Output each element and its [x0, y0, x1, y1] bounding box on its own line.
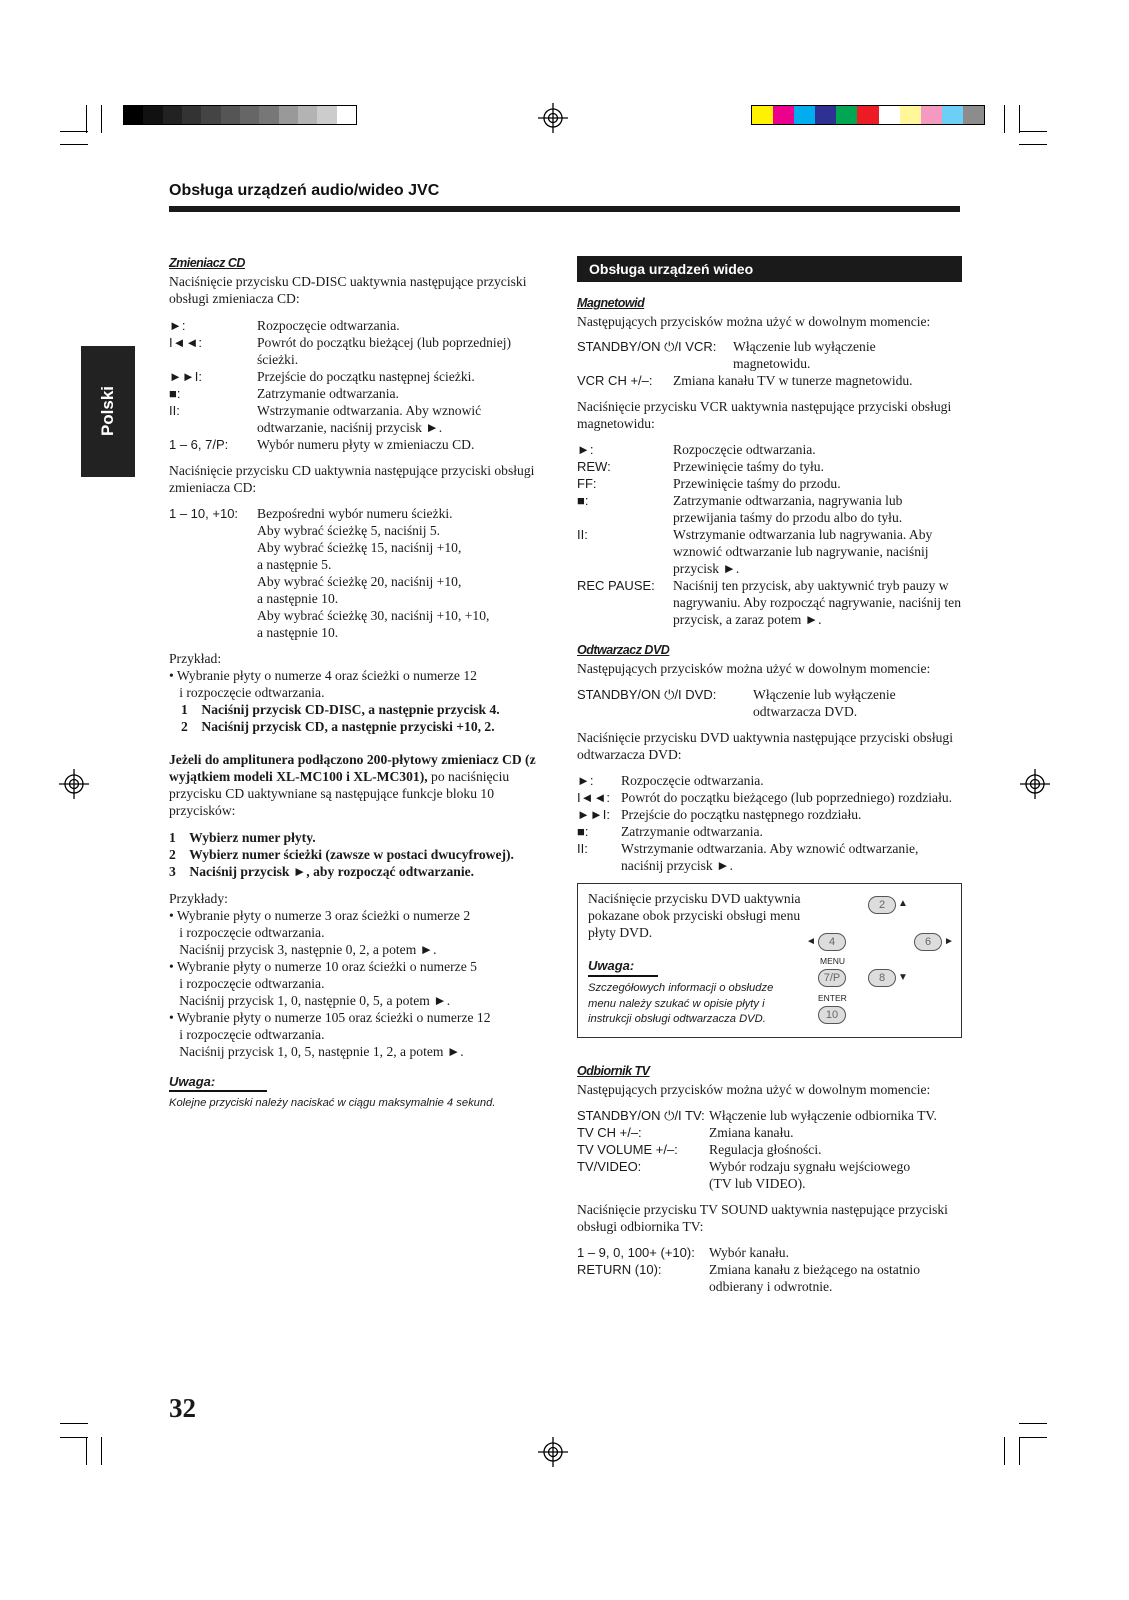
- enter-label: ENTER: [818, 993, 847, 1003]
- cd-changer-key-list: [169, 317, 544, 453]
- number-key-line: a następnie 5.: [257, 557, 332, 572]
- gray-swatch: [143, 106, 162, 124]
- key-row: [577, 1141, 962, 1158]
- key-row: [577, 1107, 962, 1124]
- key-row: [577, 458, 962, 475]
- down-arrow-icon: ▼: [898, 972, 908, 983]
- header-rule: [169, 206, 960, 212]
- note-underline: [169, 1090, 267, 1092]
- key-label: ■:: [577, 493, 589, 508]
- key-row: [169, 385, 544, 402]
- tv-key-list: [577, 1107, 962, 1175]
- key-label: ►►I:: [169, 369, 202, 384]
- key-label: STANDBY/ON ⏻/I TV:: [577, 1108, 705, 1123]
- key-label: 1 – 9, 0, 100+ (+10):: [577, 1245, 695, 1260]
- gray-swatch: [298, 106, 317, 124]
- dvd-intro2: Naciśnięcie przycisku DVD uaktywnia następujące przyciski obsługi odtwarzacza DVD:: [577, 730, 953, 762]
- key-description: Rozpoczęcie odtwarzania.: [621, 773, 764, 788]
- key-row: [577, 441, 962, 458]
- key-label: ►►I:: [577, 807, 610, 822]
- key-label: ■:: [577, 824, 589, 839]
- gray-swatch: [337, 106, 356, 124]
- number-keys-label: 1 – 10, +10:: [169, 506, 239, 521]
- changer200-step: 2 Wybierz numer ścieżki (zawsze w postaci dwucyfrowej).: [169, 847, 514, 862]
- examples-line: • Wybranie płyty o numerze 10 oraz ścieżki o numerze 5: [169, 959, 477, 974]
- tv-heading: Odbiornik TV: [577, 1064, 650, 1078]
- key-description: Powrót do początku bieżącego (lub poprzedniego) rozdziału.: [621, 790, 953, 805]
- button-8: 8: [868, 969, 896, 987]
- key-row: [577, 1261, 962, 1278]
- key-description: Przewinięcie taśmy do przodu.: [673, 476, 841, 491]
- examples-line: • Wybranie płyty o numerze 3 oraz ścieżki o numerze 2: [169, 908, 471, 923]
- dvd-standby-row: [577, 686, 962, 720]
- registration-mark-bottom: [538, 1437, 568, 1467]
- number-key-line: Aby wybrać ścieżkę 30, naciśnij +10, +10,: [257, 608, 490, 623]
- key-row: [169, 402, 544, 436]
- key-label: ►:: [169, 318, 186, 333]
- example-line: • Wybranie płyty o numerze 4 oraz ścieżki o numerze 12: [169, 668, 477, 683]
- key-label: 1 – 6, 7/P:: [169, 437, 229, 452]
- vcr-intro2: Naciśnięcie przycisku VCR uaktywnia następujące przyciski obsługi magnetowidu:: [577, 399, 952, 431]
- key-label: TV VOLUME +/–:: [577, 1142, 678, 1157]
- dvd-standby-key: STANDBY/ON ⏻/I DVD:: [577, 687, 717, 702]
- color-swatch: [921, 106, 942, 124]
- vcr-intro: Następujących przycisków można użyć w dowolnym momencie:: [577, 314, 931, 329]
- tv-sound-key-list: [577, 1244, 962, 1278]
- video-section-title: Obsługa urządzeń wideo: [589, 261, 754, 277]
- examples-label: Przykłady:: [169, 891, 228, 906]
- color-swatch: [900, 106, 921, 124]
- dvd-standby-line: odtwarzacza DVD.: [753, 704, 858, 719]
- color-swatch: [879, 106, 900, 124]
- vcr-standby-row: [577, 338, 962, 372]
- color-swatch: [773, 106, 794, 124]
- key-description: Regulacja głośności.: [709, 1142, 822, 1157]
- menu-label: MENU: [820, 956, 846, 966]
- vcr-standby-line: magnetowidu.: [733, 356, 811, 371]
- cd-changer-heading: Zmieniacz CD: [169, 256, 245, 270]
- number-key-line: Aby wybrać ścieżkę 15, naciśnij +10,: [257, 540, 462, 555]
- key-label: TV CH +/–:: [577, 1125, 642, 1140]
- gray-swatch: [163, 106, 182, 124]
- examples-line: Naciśnij przycisk 3, następnie 0, 2, a potem ►.: [169, 942, 437, 957]
- changer200-rest: po naciśnięciu przycisku CD uaktywniane są następujące funkcje bloku 10 przycisków:: [169, 769, 510, 818]
- registration-mark-right: [1020, 769, 1050, 799]
- color-swatch: [836, 106, 857, 124]
- right-arrow-icon: ►: [944, 936, 954, 947]
- key-description: Wstrzymanie odtwarzania. Aby wznowić odtwarzanie, naciśnij przycisk ►.: [257, 403, 482, 435]
- number-key-line: Aby wybrać ścieżkę 20, naciśnij +10,: [257, 574, 462, 589]
- gray-swatch: [124, 106, 143, 124]
- color-swatch: [794, 106, 815, 124]
- gray-swatch: [182, 106, 201, 124]
- cd-changer-intro: Naciśnięcie przycisku CD-DISC uaktywnia następujące przyciski obsługi zmieniacza CD:: [169, 274, 527, 306]
- tv-intro2: Naciśnięcie przycisku TV SOUND uaktywnia następujące przyciski obsługi odbiornika TV:: [577, 1202, 948, 1234]
- key-label: RETURN (10):: [577, 1262, 662, 1277]
- key-description: Zmiana kanału z bieżącego na ostatnio: [709, 1262, 920, 1277]
- example-step: 1 Naciśnij przycisk CD-DISC, a następnie przycisk 4.: [181, 702, 500, 717]
- key-row: [577, 526, 962, 577]
- key-label: II:: [577, 527, 588, 542]
- key-description: Powrót do początku bieżącej (lub poprzedniej) ścieżki.: [257, 335, 512, 367]
- gray-swatch: [240, 106, 259, 124]
- language-side-tab: [81, 346, 135, 477]
- button-7p: 7/P: [818, 969, 846, 987]
- dvd-box-note-underline: [588, 975, 658, 977]
- key-description: Wstrzymanie odtwarzania. Aby wznowić odtwarzanie, naciśnij przycisk ►.: [621, 841, 919, 873]
- example-steps: [181, 701, 544, 735]
- dvd-box-text: Naciśnięcie przycisku DVD uaktywnia pokazane obok przyciski obsługi menu płyty DVD.: [588, 891, 801, 940]
- gray-swatch: [317, 106, 336, 124]
- number-key-line: a następnie 10.: [257, 625, 339, 640]
- key-row: [577, 492, 962, 526]
- vcr-channel-text: Zmiana kanału TV w tunerze magnetowidu.: [673, 373, 913, 388]
- tv-video-line2: (TV lub VIDEO).: [709, 1176, 806, 1191]
- color-swatch: [815, 106, 836, 124]
- examples-lines: [169, 907, 544, 1060]
- changer200-step: 1 Wybierz numer płyty.: [169, 830, 316, 845]
- key-description: Przejście do początku następnego rozdziału.: [621, 807, 862, 822]
- grayscale-calibration-bar: [123, 105, 357, 125]
- color-swatch: [942, 106, 963, 124]
- key-description: Naciśnij ten przycisk, aby uaktywnić tryb pauzy w nagrywaniu. Aby rozpocząć nagrywanie, naciśnij ten przycisk, a zaraz potem ►.: [673, 578, 962, 627]
- key-description: Zatrzymanie odtwarzania.: [621, 824, 763, 839]
- key-row: [577, 1124, 962, 1141]
- dvd-box-note: Szczegółowych informacji o obsłudze menu należy szukać w opisie płyty i instrukcji obsługi odtwarzacza DVD.: [588, 982, 774, 1025]
- example-line: i rozpoczęcie odtwarzania.: [169, 685, 325, 700]
- key-description: Przewinięcie taśmy do tyłu.: [673, 459, 825, 474]
- key-description: Włączenie lub wyłączenie odbiornika TV.: [709, 1108, 937, 1123]
- key-row: [577, 789, 962, 806]
- key-row: [577, 772, 962, 789]
- vcr-channel-key: VCR CH +/–:: [577, 373, 653, 388]
- examples-line: i rozpoczęcie odtwarzania.: [169, 1027, 325, 1042]
- key-label: ►:: [577, 773, 594, 788]
- key-row: [169, 317, 544, 334]
- cd-intro2: Naciśnięcie przycisku CD uaktywnia następujące przyciski obsługi zmieniacza CD:: [169, 463, 535, 495]
- key-row: [577, 840, 962, 874]
- key-description: Zatrzymanie odtwarzania.: [257, 386, 399, 401]
- key-description: Wstrzymanie odtwarzania lub nagrywania. Aby wznowić odtwarzanie lub nagrywanie, naciśnij przycisk ►.: [673, 527, 933, 576]
- page-number: 32: [169, 1393, 196, 1423]
- examples-line: • Wybranie płyty o numerze 105 oraz ścieżki o numerze 12: [169, 1010, 491, 1025]
- vcr-standby-key: STANDBY/ON ⏻/I VCR:: [577, 339, 717, 354]
- video-section-header: [577, 256, 962, 282]
- key-label: REW:: [577, 459, 611, 474]
- examples-line: Naciśnij przycisk 1, 0, 5, następnie 1, 2, a potem ►.: [169, 1044, 464, 1059]
- dvd-heading: Odtwarzacz DVD: [577, 643, 670, 657]
- dvd-intro: Następujących przycisków można użyć w dowolnym momencie:: [577, 661, 931, 676]
- key-label: TV/VIDEO:: [577, 1159, 642, 1174]
- key-description: Zmiana kanału.: [709, 1125, 794, 1140]
- gray-swatch: [201, 106, 220, 124]
- color-calibration-bar: [751, 105, 985, 125]
- key-label: ►:: [577, 442, 594, 457]
- key-description: Wybór kanału.: [709, 1245, 789, 1260]
- dvd-box-note-title: Uwaga:: [588, 958, 635, 973]
- dvd-standby-line: Włączenie lub wyłączenie: [753, 687, 896, 702]
- note-text: Kolejne przyciski należy naciskać w ciągu maksymalnie 4 sekund.: [169, 1097, 496, 1109]
- example-step: 2 Naciśnij przycisk CD, a następnie przyciski +10, 2.: [181, 719, 495, 734]
- key-label: FF:: [577, 476, 597, 491]
- dvd-menu-box: [577, 883, 962, 1038]
- gray-swatch: [279, 106, 298, 124]
- changer200-bold: Jeżeli do amplitunera podłączono 200-płytowy zmieniacz CD (z wyjątkiem modeli XL-MC100 i XL-MC301),: [169, 752, 536, 784]
- key-row: [169, 368, 544, 385]
- changer200-step: 3 Naciśnij przycisk ►, aby rozpocząć odtwarzanie.: [169, 864, 475, 879]
- key-label: REC PAUSE:: [577, 578, 655, 593]
- examples-line: Naciśnij przycisk 1, 0, następnie 0, 5, a potem ►.: [169, 993, 451, 1008]
- number-keys-description: [257, 505, 544, 641]
- number-key-line: Aby wybrać ścieżkę 5, naciśnij 5.: [257, 523, 441, 538]
- key-label: I◄◄:: [169, 335, 202, 350]
- key-row: [577, 475, 962, 492]
- key-row: [577, 1244, 962, 1261]
- key-description: Wybór rodzaju sygnału wejściowego: [709, 1159, 911, 1174]
- example-label: Przykład:: [169, 651, 222, 666]
- gray-swatch: [259, 106, 278, 124]
- key-row: [577, 577, 962, 628]
- page-header-title: Obsługa urządzeń audio/wideo JVC: [169, 182, 440, 199]
- key-row: [577, 1158, 962, 1175]
- button-2: 2: [868, 896, 896, 914]
- vcr-key-list: [577, 441, 962, 628]
- key-label: II:: [577, 841, 588, 856]
- key-row: [577, 823, 962, 840]
- number-keys-block: [169, 505, 544, 641]
- key-description: Rozpoczęcie odtwarzania.: [673, 442, 816, 457]
- language-label: Polski: [98, 385, 117, 437]
- key-row: [577, 806, 962, 823]
- key-label: II:: [169, 403, 180, 418]
- right-column: [577, 256, 962, 1295]
- button-4: 4: [818, 933, 846, 951]
- example-lines: [169, 667, 544, 701]
- key-description: Wybór numeru płyty w zmieniaczu CD.: [257, 437, 475, 452]
- number-key-line: Bezpośredni wybór numeru ścieżki.: [257, 506, 453, 521]
- key-row: [169, 334, 544, 368]
- key-description: Przejście do początku następnej ścieżki.: [257, 369, 475, 384]
- color-swatch: [752, 106, 773, 124]
- examples-line: i rozpoczęcie odtwarzania.: [169, 976, 325, 991]
- changer200-steps: [169, 829, 544, 880]
- registration-mark-left: [59, 769, 89, 799]
- color-swatch: [963, 106, 984, 124]
- dvd-key-list: [577, 772, 962, 874]
- tv-intro: Następujących przycisków można użyć w dowolnym momencie:: [577, 1082, 931, 1097]
- number-key-line: a następnie 10.: [257, 591, 339, 606]
- key-label: I◄◄:: [577, 790, 610, 805]
- vcr-heading: Magnetowid: [577, 296, 645, 310]
- left-arrow-icon: ◄: [806, 936, 816, 947]
- key-row: [169, 436, 544, 453]
- key-description: Zatrzymanie odtwarzania, nagrywania lub przewijania taśmy do przodu albo do tyłu.: [673, 493, 903, 525]
- button-6: 6: [914, 933, 942, 951]
- examples-line: i rozpoczęcie odtwarzania.: [169, 925, 325, 940]
- left-column: [169, 256, 544, 1112]
- registration-mark-top: [538, 103, 568, 133]
- up-arrow-icon: ▲: [898, 898, 908, 909]
- key-description: Rozpoczęcie odtwarzania.: [257, 318, 400, 333]
- vcr-standby-line: Włączenie lub wyłączenie: [733, 339, 876, 354]
- key-label: ■:: [169, 386, 181, 401]
- tv-return-line2: odbierany i odwrotnie.: [709, 1279, 833, 1294]
- vcr-channel-row: [577, 372, 962, 389]
- changer200-paragraph: [169, 751, 544, 819]
- gray-swatch: [221, 106, 240, 124]
- note-title: Uwaga:: [169, 1074, 216, 1089]
- color-swatch: [857, 106, 878, 124]
- button-10: 10: [818, 1006, 846, 1024]
